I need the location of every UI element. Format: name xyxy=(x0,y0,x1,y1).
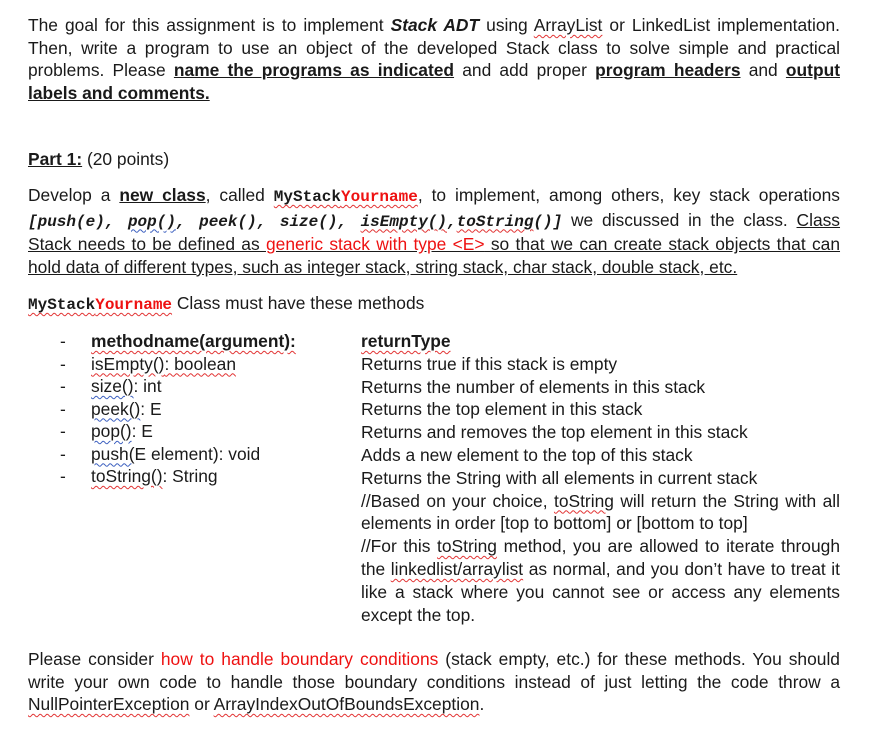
method-signature: toString(): String xyxy=(91,466,218,486)
method-signature: peek(): E xyxy=(91,398,162,419)
exception-name: NullPointerException xyxy=(28,694,190,715)
method-description: Returns the number of elements in this stack xyxy=(361,376,706,397)
intro-text: and add proper xyxy=(454,60,596,81)
method-description: Adds a new element to the top of this stack xyxy=(361,444,693,465)
stack-ops-code: [push(e), xyxy=(28,212,128,231)
part1-points: (20 points) xyxy=(82,149,170,169)
develop-text: Develop a xyxy=(28,185,120,205)
class-name-prefix: MyStack xyxy=(273,188,342,206)
list-dash: - xyxy=(60,331,66,351)
list-dash: - xyxy=(60,466,66,486)
develop-text: , to implement, among others, key stack operations xyxy=(417,185,840,205)
list-dash: - xyxy=(60,353,66,374)
method-description: Returns the top element in this stack xyxy=(361,399,643,420)
program-headers-emphasis: program headers xyxy=(595,60,741,81)
stack-ops-code: pop() xyxy=(127,212,176,231)
footer-text: . xyxy=(479,694,485,715)
return-type-header: returnType xyxy=(361,331,451,351)
develop-text: we discussed in the class. xyxy=(562,209,797,230)
footer-text: or xyxy=(189,694,214,715)
intro-text: or LinkedList implementation. Then, write a program to use an object of the developed Stack class to solve simple and practical problems. Please xyxy=(28,15,841,81)
stack-ops-code: isEmpty() xyxy=(360,212,447,231)
boundary-conditions-paragraph xyxy=(28,648,840,716)
develop-paragraph xyxy=(28,184,840,278)
return-description-column xyxy=(361,330,840,626)
develop-text: , called xyxy=(205,185,274,205)
method-description: Returns the String with all elements in current stack xyxy=(361,467,758,488)
new-class-emphasis: new class xyxy=(119,185,206,205)
method-description: Returns true if this stack is empty xyxy=(361,353,618,374)
class-methods-heading xyxy=(28,292,424,316)
method-signature: isEmpty(): boolean xyxy=(91,353,236,374)
method-signature: push(E element): void xyxy=(91,443,261,464)
list-dash: - xyxy=(60,421,66,441)
boundary-conditions-emphasis: how to handle boundary conditions xyxy=(160,649,439,669)
generic-requirement-text: Class Stack needs to be defined as xyxy=(28,209,841,255)
tostring-order-note: //Based on your choice, toString will return the String with all elements in order [top to bottom] or [bottom to top] xyxy=(361,490,841,534)
exception-name: ArrayIndexOutOfBoundsException xyxy=(213,694,480,715)
method-description: Returns and removes the top element in this stack xyxy=(361,422,748,443)
stack-ops-code: ()] xyxy=(533,212,563,231)
intro-paragraph xyxy=(28,14,840,104)
arraylist-term: ArrayList xyxy=(533,15,603,35)
list-dash: - xyxy=(60,443,66,464)
method-header: methodname(argument): xyxy=(91,331,296,351)
output-labels-emphasis: output labels and comments. xyxy=(28,60,840,103)
intro-text: The goal for this assignment is to implement xyxy=(28,15,391,35)
footer-text: Please consider xyxy=(28,649,161,669)
generic-requirement-text: so that we can create stack objects that can hold data of different types, such as integer stack, string stack, char stack, double stack, etc. xyxy=(28,234,841,277)
stack-adt-term: Stack ADT xyxy=(390,15,480,35)
stack-ops-code: , xyxy=(447,212,457,231)
method-signature: pop(): E xyxy=(91,421,153,441)
tostring-iterate-note: //For this toString method, you are allowed to iterate through the linkedlist/arraylist as normal, and you don’t have to treat it like a stack where you cannot see or access any elements except the top. xyxy=(361,536,840,625)
class-name-suffix: Yourname xyxy=(95,296,173,314)
part1-heading xyxy=(28,148,169,170)
stack-ops-code: toString xyxy=(456,212,534,231)
generic-type-emphasis: generic stack with type <E> xyxy=(265,234,485,255)
stack-ops-code: , peek(), size(), xyxy=(175,212,361,231)
list-dash: - xyxy=(60,376,66,396)
class-name-suffix: Yourname xyxy=(341,188,418,206)
class-methods-text: Class must have these methods xyxy=(172,293,425,313)
footer-text: (stack empty, etc.) for these methods. You should write your own code to handle those boundary conditions instead of just letting the code throw a xyxy=(28,649,840,692)
intro-text: and xyxy=(740,60,786,81)
method-signature: size(): int xyxy=(91,376,162,396)
intro-text: using xyxy=(479,15,534,35)
list-dash: - xyxy=(60,398,66,419)
part1-label: Part 1: xyxy=(28,149,83,169)
class-name-prefix: MyStack xyxy=(28,296,96,314)
name-programs-emphasis: name the programs as indicated xyxy=(173,60,455,81)
